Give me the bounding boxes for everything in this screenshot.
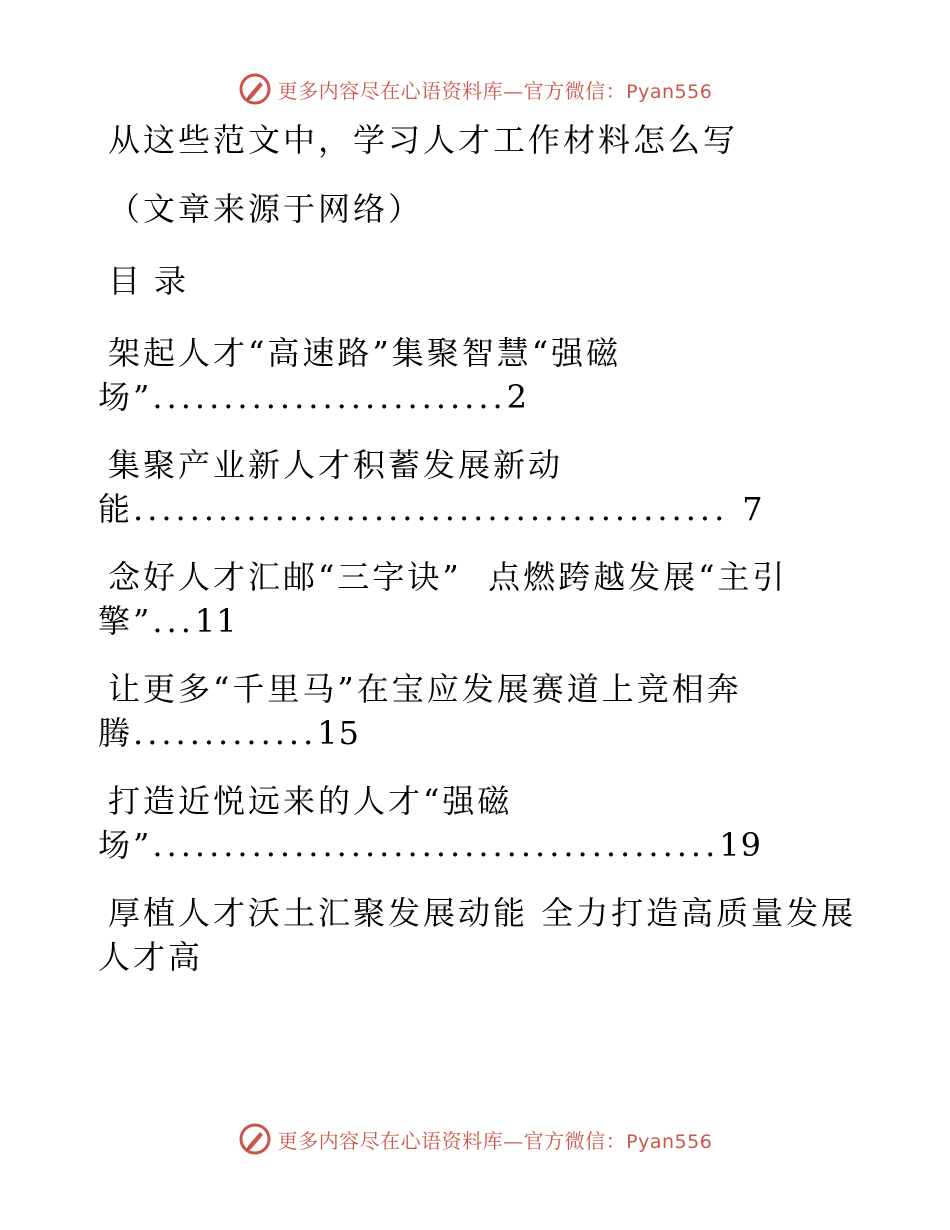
toc-entry-partial[interactable] — [98, 891, 858, 979]
watermark-text-cn: 更多内容尽在心语资料库—官方微信： — [277, 78, 627, 103]
toc-entry-title-tail: 腾 — [98, 714, 134, 752]
toc-entry[interactable] — [98, 443, 858, 531]
toc-entry-title-line1: 集聚产业新人才积蓄发展新动 — [108, 446, 564, 484]
toc-page-number: 7 — [742, 490, 764, 528]
document-source: （文章来源于网络） — [108, 190, 424, 228]
toc-entry-title-tail: 擎” — [98, 602, 153, 640]
toc-page-number: 11 — [194, 602, 238, 640]
toc-entry-title-tail: 场” — [98, 826, 153, 864]
toc-leader-dots: ............. — [133, 714, 318, 752]
watermark-wechat-id: Pyan556 — [626, 1130, 713, 1153]
toc-entry-title-tail: 能 — [98, 490, 134, 528]
toc-entry-title-line2: 人才高 — [98, 938, 204, 976]
toc-page-number: 15 — [317, 714, 360, 752]
toc-leader-dots: .......................................... — [133, 490, 729, 528]
toc-entry[interactable] — [98, 667, 858, 755]
toc-entry-title-tail: 场” — [98, 378, 153, 416]
watermark-text-cn: 更多内容尽在心语资料库—官方微信： — [277, 1128, 627, 1153]
toc-entry-title-line1: 厚植人才沃土汇聚发展动能 全力打造高质量发展 — [108, 894, 857, 932]
toc-entry-title-line1: 架起人才“高速路”集聚智慧“强磁 — [108, 334, 622, 372]
pen-logo-icon — [238, 72, 272, 106]
toc-entry-title-line1: 念好人才汇邮“三字诀” 点燃跨越发展“主引 — [108, 558, 788, 596]
watermark-text — [278, 75, 713, 104]
toc-page-number: 2 — [506, 378, 529, 416]
toc-leader-dots: ........................................ — [152, 826, 720, 864]
toc-leader-dots: ... — [152, 602, 195, 640]
toc-entry-title-line2 — [98, 599, 858, 643]
toc-entry[interactable] — [98, 779, 858, 867]
document-body — [98, 118, 858, 1003]
toc-entry-title-line2 — [98, 487, 858, 531]
watermark-text — [278, 1125, 713, 1154]
toc-leader-dots: ......................... — [152, 378, 507, 416]
toc-entry[interactable] — [98, 555, 858, 643]
toc-heading: 目录 — [108, 262, 201, 300]
document-title: 从这些范文中，学习人才工作材料怎么写 — [108, 121, 739, 159]
header-watermark — [0, 72, 950, 106]
toc-entry-title-line2 — [98, 375, 858, 419]
toc-entry[interactable] — [98, 331, 858, 419]
toc-entry-title-line2 — [98, 823, 858, 867]
toc-page-number: 19 — [719, 826, 762, 864]
toc-entry-title-line1: 打造近悦远来的人才“强磁 — [108, 782, 513, 820]
toc-entry-title-line2 — [98, 711, 858, 755]
watermark-wechat-id: Pyan556 — [626, 80, 713, 103]
footer-watermark — [0, 1122, 950, 1156]
pen-logo-icon — [238, 1122, 272, 1156]
toc-entry-title-line1: 让更多“千里马”在宝应发展赛道上竞相奔 — [108, 670, 742, 708]
